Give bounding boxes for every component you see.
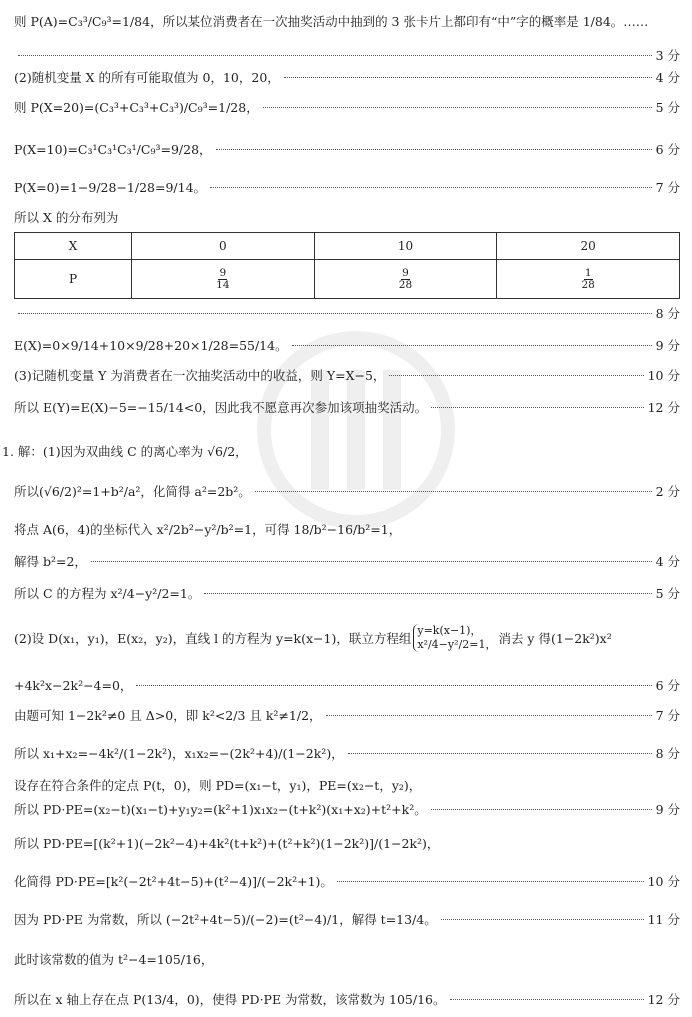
line-16	[14, 584, 680, 602]
line-1	[14, 12, 680, 30]
leader-dots	[204, 593, 651, 594]
score-10: 10 分	[647, 368, 680, 383]
table-row	[15, 260, 680, 299]
line-11	[14, 398, 680, 416]
line-23	[14, 834, 680, 852]
line-13-text: 所以(√6/2)²=1+b²/a²，化简得 a²=2b²。	[14, 484, 251, 499]
distribution-table	[14, 232, 680, 299]
leader-dots	[326, 715, 652, 716]
line-7	[14, 208, 680, 226]
line-9-text: E(X)=0×9/14+10×9/28+20×1/28=55/14。	[14, 338, 288, 353]
line-21-text: 设存在符合条件的定点 P(t，0)，则 PD=(x₁−t，y₁)，PE=(x₂−t，y₂)，	[14, 778, 422, 793]
line-17-text: (2)设 D(x₁，y₁)，E(x₂，y₂)，直线 l 的方程为 y=k(x−1)，联立方程组	[14, 631, 412, 646]
table-cell: 10	[314, 233, 497, 260]
line-26-text: 此时该常数的值为 t²−4=105/16，	[14, 952, 214, 967]
score-7: 7 分	[655, 708, 680, 723]
line-3-text: (2)随机变量 X 的所有可能取值为 0，10，20，	[14, 70, 280, 85]
leader-dots	[348, 753, 652, 754]
line-14	[14, 520, 680, 538]
line-24-text: 化简得 PD·PE=[k²(−2t²+4t−5)+(t²−4)]/(−2k²+1)。	[14, 874, 333, 889]
score-6: 6 分	[655, 142, 680, 157]
line-15	[14, 552, 680, 570]
leader-dots	[263, 107, 652, 108]
line-14-text: 将点 A(6，4)的坐标代入 x²/2b²−y²/b²=1，可得 18/b²−16/b²=1，	[14, 522, 402, 537]
line-13	[14, 482, 680, 500]
leader-dots	[389, 375, 643, 376]
score-10: 10 分	[647, 874, 680, 889]
line-20	[14, 744, 680, 762]
score-4: 4 分	[655, 70, 680, 85]
score-9: 9 分	[655, 338, 680, 353]
line-8	[14, 304, 680, 322]
line-15-text: 解得 b²=2，	[14, 554, 87, 569]
table-cell	[497, 260, 680, 299]
line-3	[14, 68, 680, 86]
line-9	[14, 336, 680, 354]
line-18	[14, 676, 680, 694]
line-18-text: +4k²x−2k²−4=0，	[14, 678, 133, 693]
line-25	[14, 910, 680, 928]
line-5	[14, 140, 680, 158]
score-8: 8 分	[655, 306, 680, 321]
line-5-text: P(X=10)=C₃¹C₃¹C₃¹/C₉³=9/28，	[14, 142, 212, 157]
table-cell: 20	[497, 233, 680, 260]
score-3: 3 分	[655, 48, 680, 63]
score-9: 9 分	[655, 802, 680, 817]
score-11: 11 分	[647, 912, 680, 927]
line-1-text: 则 P(A)=C₃³/C₉³=1/84，所以某位消费者在一次抽奖活动中抽到的 3 张卡片上都印有“中”字的概率是 1/84。……	[14, 14, 649, 29]
line-22-text: 所以 PD·PE=(x₂−t)(x₁−t)+y₁y₂=(k²+1)x₁x₂−(t+k²)(x₁+x₂)+t²+k²。	[14, 802, 427, 817]
line-10	[14, 366, 680, 384]
table-cell: X	[15, 233, 132, 260]
line-7-text: 所以 X 的分布列为	[14, 210, 119, 225]
fraction-numerator: 9	[219, 266, 227, 279]
leader-dots	[337, 881, 644, 882]
line-16-text: 所以 C 的方程为 x²/4−y²/2=1。	[14, 586, 201, 601]
equation-system	[413, 624, 496, 652]
table-cell	[314, 260, 497, 299]
fraction-denominator: 14	[216, 278, 230, 291]
leader-dots	[136, 685, 651, 686]
line-12-text: 1. 解：(1)因为双曲线 C 的离心率为 √6/2，	[2, 444, 248, 459]
leader-dots	[255, 491, 652, 492]
score-5: 5 分	[655, 100, 680, 115]
leader-dots	[91, 561, 652, 562]
table-cell: P	[15, 260, 132, 299]
line-27	[14, 990, 680, 1008]
score-5: 5 分	[655, 586, 680, 601]
line-6-text: P(X=0)=1−9/28−1/28=9/14。	[14, 180, 207, 195]
score-12: 12 分	[647, 400, 680, 415]
table-cell: 0	[132, 233, 315, 260]
leader-dots	[441, 919, 644, 920]
line-17	[14, 624, 680, 652]
table-row	[15, 233, 680, 260]
line-24	[14, 872, 680, 890]
line-17-tail: 消去 y 得(1−2k²)x²	[498, 631, 612, 646]
line-12	[2, 442, 680, 460]
leader-dots	[284, 77, 652, 78]
score-7: 7 分	[655, 180, 680, 195]
score-4: 4 分	[655, 554, 680, 569]
line-19-text: 由题可知 1−2k²≠0 且 Δ>0，即 k²<2/3 且 k²≠1/2，	[14, 708, 322, 723]
line-21	[14, 776, 680, 794]
watermark-logo	[256, 330, 456, 530]
fraction-denominator: 28	[398, 278, 413, 291]
leader-dots	[18, 55, 652, 56]
line-20-text: 所以 x₁+x₂=−4k²/(1−2k²)，x₁x₂=−(2k²+4)/(1−2k²)，	[14, 746, 344, 761]
line-23-text: 所以 PD·PE=[(k²+1)(−2k²−4)+4k²(t+k²)+(t²+k²)(1−2k²)]/(1−2k²)，	[14, 836, 440, 851]
line-22	[14, 800, 680, 818]
line-4-text: 则 P(X=20)=(C₃³+C₃³+C₃³)/C₉³=1/28，	[14, 100, 259, 115]
leader-dots	[216, 149, 652, 150]
line-4	[14, 98, 680, 116]
leader-dots	[431, 809, 652, 810]
leader-dots	[431, 407, 643, 408]
line-19	[14, 706, 680, 724]
fraction-denominator: 28	[581, 278, 595, 291]
table-cell	[132, 260, 315, 299]
line-26	[14, 950, 680, 968]
leader-dots	[450, 999, 644, 1000]
score-8: 8 分	[655, 746, 680, 761]
score-2: 2 分	[655, 484, 680, 499]
leader-dots	[18, 313, 652, 314]
leader-dots	[210, 187, 652, 188]
line-27-text: 所以在 x 轴上存在点 P(13/4，0)，使得 PD·PE 为常数，该常数为 105/16。	[14, 992, 446, 1007]
line-6	[14, 178, 680, 196]
leader-dots	[292, 345, 652, 346]
score-12: 12 分	[647, 992, 680, 1007]
line-2	[14, 46, 680, 64]
line-10-text: (3)记随机变量 Y 为消费者在一次抽奖活动中的收益，则 Y=X−5，	[14, 368, 386, 383]
fraction-numerator: 1	[584, 266, 592, 279]
score-6: 6 分	[655, 678, 680, 693]
equation-line: y=k(x−1)，	[417, 624, 482, 637]
line-25-text: 因为 PD·PE 为常数，所以 (−2t²+4t−5)/(−2)=(t²−4)/1，解得 t=13/4。	[14, 912, 437, 927]
equation-line: x²/4−y²/2=1，	[417, 638, 497, 651]
fraction-numerator: 9	[402, 266, 409, 279]
line-11-text: 所以 E(Y)=E(X)−5=−15/14<0，因此我不愿意再次参加该项抽奖活动。	[14, 400, 428, 415]
